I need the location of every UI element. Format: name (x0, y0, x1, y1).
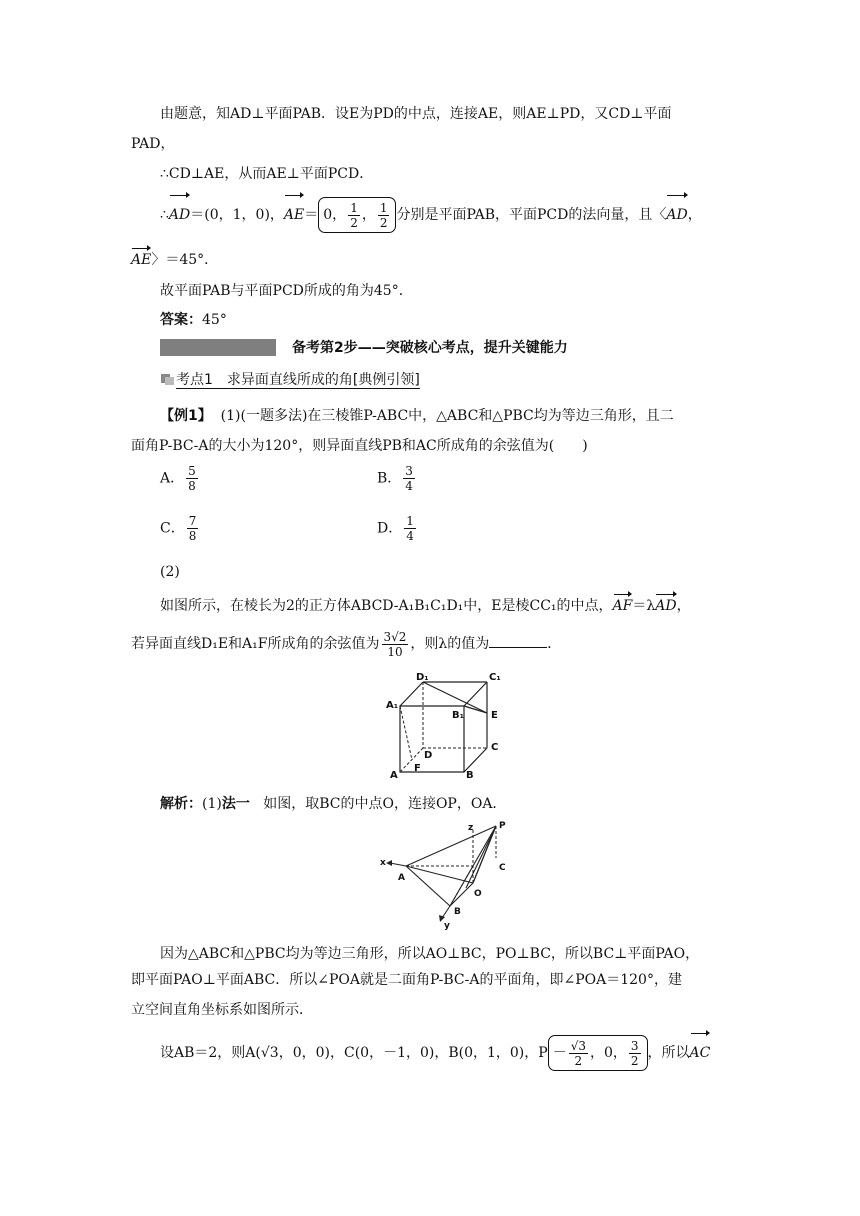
example-line: 面角P-BC-A的大小为120°，则异面直线PB和AC所成角的余弦值为( ) (131, 438, 588, 454)
vector-ad: AD (655, 598, 677, 614)
text-line: 设AB＝2，则A(√3，0，0)，C(0，－1，0)，B(0，1，0)，P － $\frac{√3}{2}$ ，0， $\frac{3}{2}$ ，所以AC (160, 1035, 710, 1071)
vector-af: AF (612, 598, 633, 614)
svg-text:F: F (414, 763, 421, 774)
text-line: 如图所示，在棱长为2的正方体ABCD-A₁B₁C₁D₁中，E是棱CC₁的中点，AF＝λAD， (160, 598, 691, 614)
example-line: 【例1】 (1)(一题多法)在三棱锥P-ABC中，△ABC和△PBC均为等边三角形，且二 (160, 408, 674, 424)
svg-text:C₁: C₁ (489, 672, 501, 683)
text-line: 立空间直角坐标系如图所示． (131, 1002, 313, 1018)
svg-text:B: B (454, 907, 461, 917)
bookmark-icon (160, 372, 176, 386)
svg-text:A: A (398, 873, 405, 883)
svg-text:x: x (380, 858, 386, 868)
svg-text:D: D (424, 750, 433, 761)
option-b: B． $\frac{3}{4}$ (377, 464, 413, 493)
tetrahedron-figure (378, 818, 518, 930)
option-a: A． $\frac{5}{8}$ (160, 464, 196, 493)
part-label: (2) (160, 564, 180, 580)
text-line: PAD， (131, 136, 175, 152)
vector-ae: AE (131, 252, 152, 268)
kaodian-heading: 考点1 求异面直线所成的角[典例引领] (160, 370, 420, 390)
text-line: 若异面直线D₁E和A₁F所成角的余弦值为 $\frac{3√2}{10}$ ，则λ的值为 ． (131, 629, 562, 659)
text-line: 因为△ABC和△PBC均为等边三角形，所以AO⊥BC，PO⊥BC，所以BC⊥平面PAO， (160, 946, 700, 962)
text-line: 故平面PAB与平面PCD所成的角为45°． (160, 283, 413, 299)
svg-text:z: z (468, 823, 474, 833)
svg-text:D₁: D₁ (416, 672, 429, 683)
svg-text:B: B (466, 770, 474, 781)
svg-text:C: C (491, 742, 499, 753)
text-line: 即平面PAO⊥平面ABC．所以∠POA就是二面角P-BC-A的平面角，即∠POA＝120°，建 (131, 972, 682, 988)
p-coordinates: － $\frac{√3}{2}$ ，0， $\frac{3}{2}$ (548, 1035, 648, 1071)
svg-text:A₁: A₁ (386, 700, 399, 711)
svg-text:A: A (390, 770, 398, 781)
vector-ae: AE (284, 197, 304, 233)
text-line-vectors: ∴AD＝(0，1，0)，AE＝ 0， $\frac{1}{2}$ ， $\frac{1}{2}$ 分别是平面PAB，平面PCD的法向量，且〈AD， (160, 197, 702, 233)
answer-line: 答案：45° (160, 312, 227, 328)
svg-text:O: O (474, 889, 482, 899)
svg-text:P: P (499, 821, 506, 831)
text-line: ∴CD⊥AE，从而AE⊥平面PCD． (160, 166, 374, 182)
solution-line: 解析：(1)法一 如图，取BC的中点O，连接OP，OA． (160, 796, 507, 812)
cube-figure (378, 668, 508, 784)
text-line: 由题意，知AD⊥平面PAB．设E为PD的中点，连接AE，则AE⊥PD，又CD⊥平面 (160, 106, 672, 122)
vector-ac: AC (690, 1035, 711, 1071)
answer-blank[interactable] (489, 633, 547, 648)
option-c: C． $\frac{7}{8}$ (160, 514, 197, 543)
svg-text:y: y (444, 921, 450, 930)
option-d: D． $\frac{1}{4}$ (377, 514, 414, 543)
vector-ad: AD (666, 197, 687, 233)
svg-text:B₁: B₁ (452, 710, 465, 721)
vector-ad: AD (169, 197, 190, 233)
svg-text:C: C (499, 863, 506, 873)
svg-text:E: E (491, 710, 498, 721)
section-heading: 备考第2步——突破核心考点，提升关键能力 (292, 340, 568, 356)
text-line: AE〉＝45°． (131, 252, 219, 268)
section-bar (160, 339, 276, 356)
ae-coordinates: 0， $\frac{1}{2}$ ， $\frac{1}{2}$ (318, 197, 396, 233)
